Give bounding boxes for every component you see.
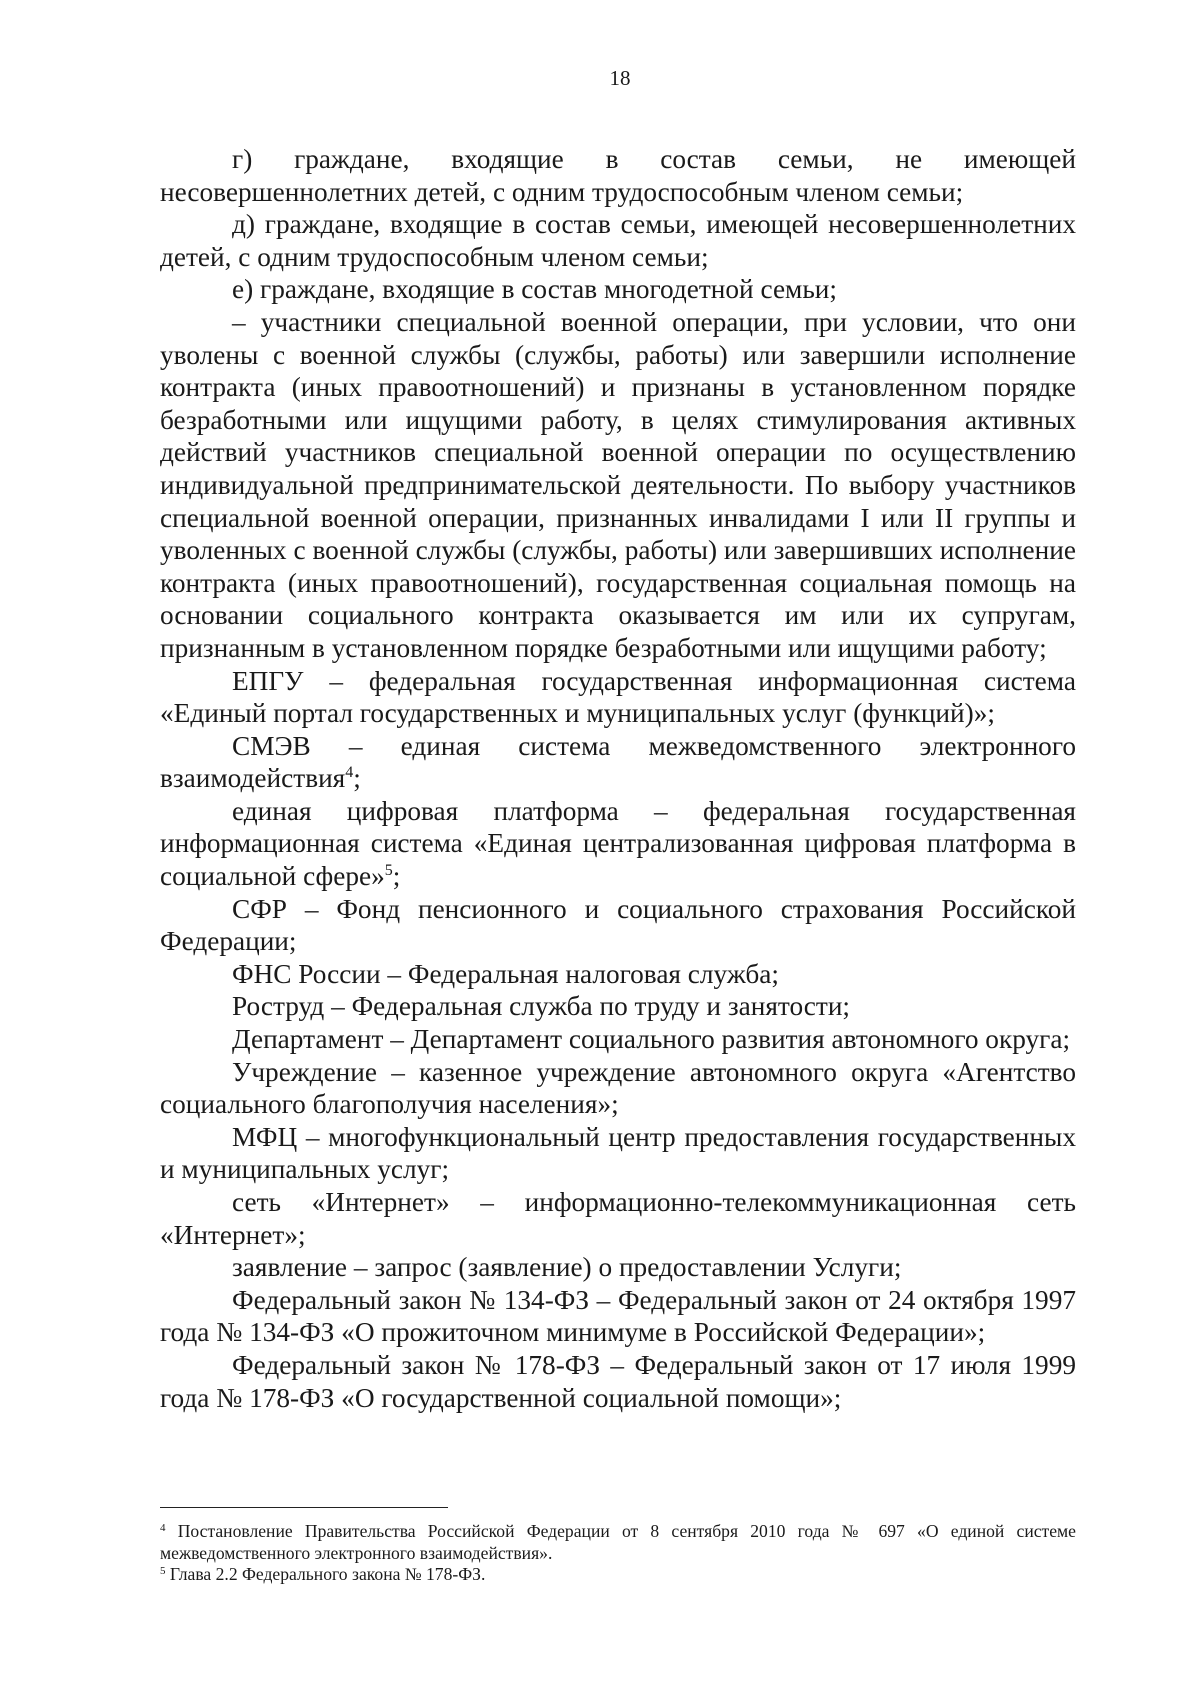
paragraph-definition-law-178: Федеральный закон № 178-ФЗ – Федеральный закон от 17 июля 1999 года № 178-ФЗ «О государственной социальной помощи»; xyxy=(160,1349,1076,1413)
definition-tail: ; xyxy=(353,763,361,794)
paragraph-definition-mfc: МФЦ – многофункциональный центр предоставления государственных и муниципальных услуг; xyxy=(160,1121,1076,1185)
paragraph-item-e: е) граждане, входящие в состав многодетной семьи; xyxy=(232,274,837,305)
paragraph-definition-institution: Учреждение – казенное учреждение автономного округа «Агентство социального благополучия населения»; xyxy=(160,1056,1076,1120)
paragraph-item-d: д) граждане, входящие в состав семьи, имеющей несовершеннолетних детей, с одним трудоспособным членом семьи; xyxy=(160,209,1076,272)
definition-text: СМЭВ – единая система межведомственного электронного взаимодействия xyxy=(160,730,1076,794)
document-body xyxy=(160,143,1076,1414)
paragraph-definition-digital-platform xyxy=(160,795,1076,893)
paragraph-definition-department: Департамент – Департамент социального развития автономного округа; xyxy=(232,1024,1071,1055)
paragraph-definition-sfr: СФР – Фонд пенсионного и социального страхования Российской Федерации; xyxy=(160,893,1076,957)
paragraph-definition-rostrud: Роструд – Федеральная служба по труду и занятости; xyxy=(232,991,851,1022)
paragraph-svo-participants: – участники специальной военной операции, при условии, что они уволены с военной службы (службы, работы) или завершили исполнение контракта (иных правоотношений) и признаны в установленном порядке безработными или ищущими работу, в целях стимулирования активных действий участников специальной военной операции по осуществлению индивидуальной предпринимательской деятельности. По выбору участников специальной военной операции, признанных инвалидами I или II группы и уволенных с военной службы (службы, работы) или завершивших исполнение контракта (иных правоотношений), государственная социальная помощь на основании социального контракта оказывается им или их супругам, признанным в установленном порядке безработными или ищущими работу; xyxy=(160,306,1076,663)
paragraph-definition-fns: ФНС России – Федеральная налоговая служба; xyxy=(232,958,779,989)
paragraph-definition-epgu: ЕПГУ – федеральная государственная информационная система «Единый портал государственных и муниципальных услуг (функций)»; xyxy=(160,665,1076,729)
page-number: 18 xyxy=(609,66,631,90)
footnote-mark: 5 xyxy=(160,1565,166,1577)
footnote-ref: 5 xyxy=(384,862,393,880)
footnote-divider xyxy=(160,1507,448,1508)
footnote-text: Постановление Правительства Российской Федерации от 8 сентября 2010 года № 697 «О единой системе межведомственного электронного взаимодействия». xyxy=(160,1521,1076,1563)
paragraph-definition-internet: сеть «Интернет» – информационно-телекоммуникационная сеть «Интернет»; xyxy=(160,1187,1076,1250)
paragraph-definition-smev xyxy=(160,730,1076,795)
paragraph-item-g: г) граждане, входящие в состав семьи, не имеющей несовершеннолетних детей, с одним трудоспособным членом семьи; xyxy=(160,144,1076,207)
definition-text: единая цифровая платформа – федеральная государственная информационная система «Единая централизованная цифровая платформа в социальной сфере» xyxy=(160,795,1076,892)
paragraph-definition-application: заявление – запрос (заявление) о предоставлении Услуги; xyxy=(232,1252,902,1283)
footnote-ref: 4 xyxy=(345,764,354,782)
footnote-text: Глава 2.2 Федерального закона № 178-ФЗ. xyxy=(165,1564,486,1584)
footnotes xyxy=(160,1521,1076,1586)
footnote-4 xyxy=(160,1521,1076,1564)
footnote-mark: 4 xyxy=(160,1522,166,1534)
definition-tail: ; xyxy=(392,861,401,892)
paragraph-definition-law-134: Федеральный закон № 134-ФЗ – Федеральный закон от 24 октября 1997 года № 134-ФЗ «О прожиточном минимуме в Российской Федерации»; xyxy=(160,1284,1076,1348)
footnote-5 xyxy=(160,1564,1076,1586)
